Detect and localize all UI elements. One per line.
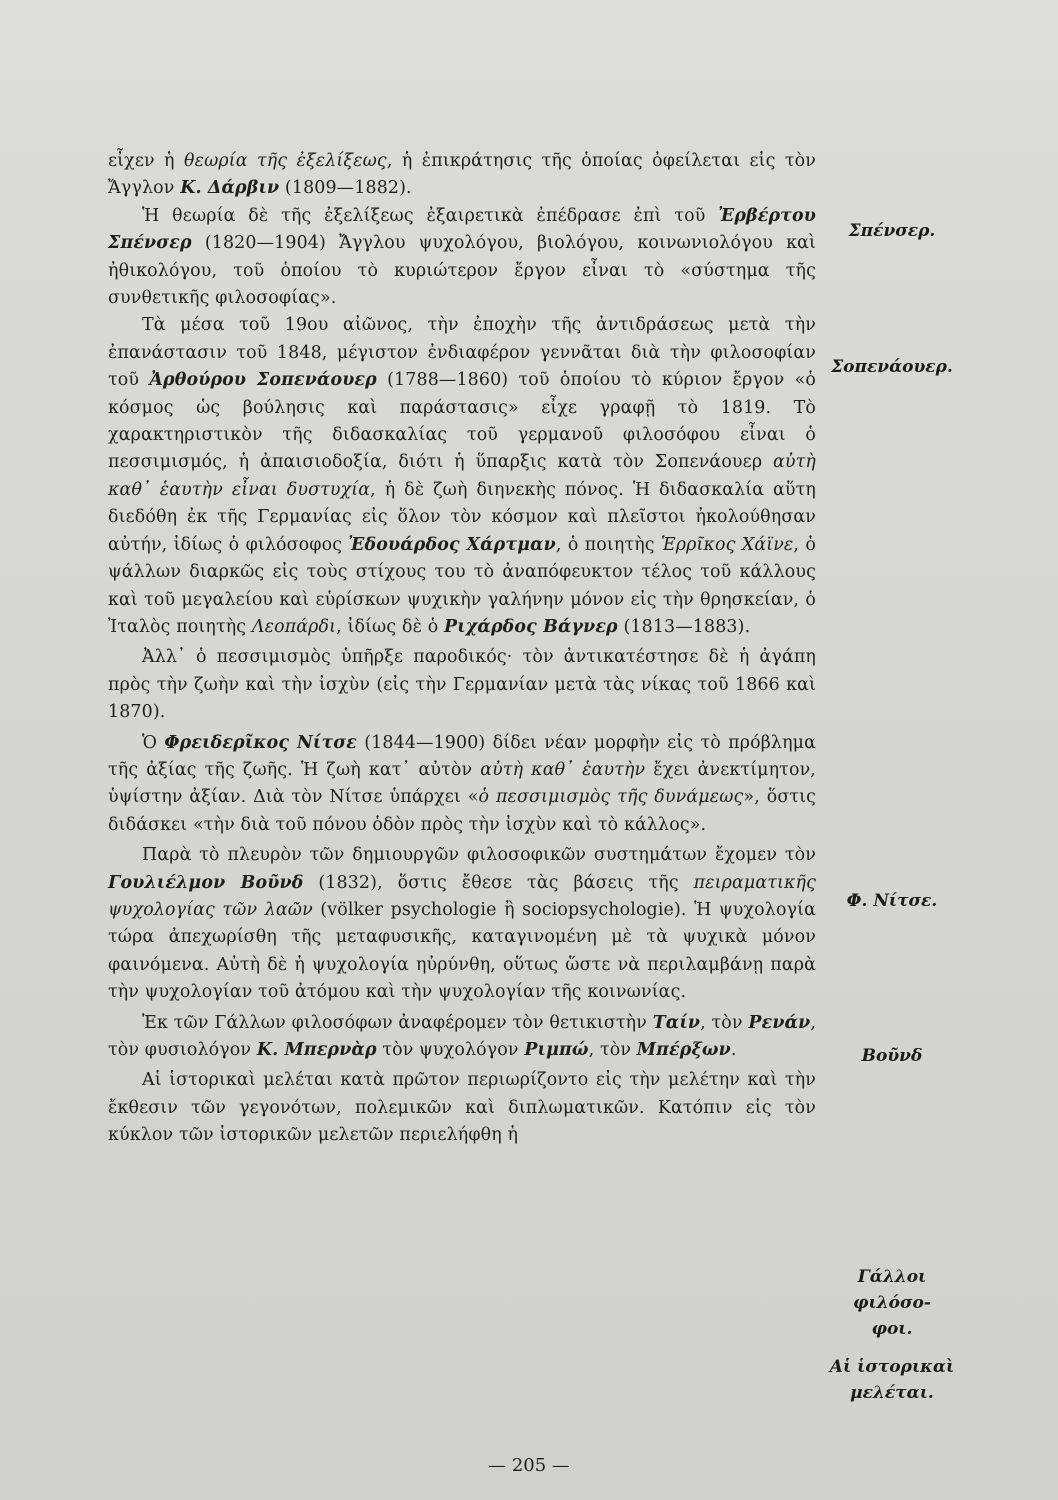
italic-term: αὐτὴ καθ᾿ ἑαυτὴν εἶναι δυστυχία xyxy=(108,452,816,500)
margin-note-line: Αἱ ἱστορικαὶ xyxy=(829,1357,955,1377)
person-name: Κ. Μπερνὰρ xyxy=(256,1040,377,1060)
main-text xyxy=(108,148,816,1150)
paragraph-spencer xyxy=(108,203,816,313)
text-run: (1844—1900) δίδει νέαν μορφὴν εἰς τὸ πρόβλημα τῆς ἀξίας τῆς ζωῆς. Ἡ ζωὴ κατ᾿ αὐτὸν xyxy=(108,732,816,780)
margin-note-text: Βοῦνδ xyxy=(861,1046,923,1066)
text-run: , ἡ ἐπικράτησις τῆς ὁποίας ὀφείλεται εἰς τὸν Ἄγγλον xyxy=(108,151,816,199)
person-name: Ταίν xyxy=(652,1012,701,1033)
text-run: (1809—1882). xyxy=(279,178,412,199)
text-run: Ἐκ τῶν Γάλλων φιλοσόφων ἀναφέρομεν τὸν θετικιστὴν xyxy=(142,1012,653,1033)
margin-note-text: Σοπενάουερ. xyxy=(831,357,953,377)
margin-note-text: Φ. Νίτσε. xyxy=(846,891,938,911)
person-name: Ἐρβέρτου Σπένσερ xyxy=(108,205,816,254)
paragraph-evolution-theory xyxy=(108,148,816,203)
text-run: , ὁ ψάλλων διαρκῶς εἰς τοὺς στίχους του τὸ ἀναπόφευκτον τέλος τοῦ κάλλους καὶ τοῦ μεγαλείου καὶ εὑρίσκων ψυχικὴν γαλήνην μόνον εἰς τὴν θρησκείαν, ὁ Ἰταλὸς ποιητὴς xyxy=(108,534,816,637)
margin-note-spencer xyxy=(822,218,962,244)
text-run: Ὁ xyxy=(142,732,165,753)
person-name: Ριχάρδος Βάγνερ xyxy=(444,616,618,637)
text-run: , ὁ ποιητὴς xyxy=(555,534,661,555)
person-name: Ἀρθούρου Σοπενάουερ xyxy=(149,370,377,391)
text-run: , τὸν φυσιολόγον xyxy=(108,1012,817,1060)
italic-term: αὐτὴ καθ᾿ ἑαυτὴν xyxy=(480,759,646,780)
text-run: (1820—1904) Ἄγγλου ψυχολόγου, βιολόγου, κοινωνιολόγου καὶ ἠθικολόγου, τοῦ ὁποίου τὸ κυριώτερον ἔργον εἶναι τὸ «σύστημα τῆς συνθετικῆς φιλοσοφίας». xyxy=(108,233,816,309)
page-number: — 205 — xyxy=(488,1455,570,1476)
text-run: Ἡ θεωρία δὲ τῆς ἐξελίξεως ἐξαιρετικὰ ἐπέδρασε ἐπὶ τοῦ xyxy=(142,205,719,226)
text-run: Τὰ μέσα τοῦ 19ου αἰῶνος, τὴν ἐποχὴν τῆς ἀντιδράσεως μετὰ τὴν ἐπανάστασιν τοῦ 1848, μέγιστον ἐνδιαφέρον γεννᾶται διὰ τὴν φιλοσοφίαν τοῦ xyxy=(108,315,816,391)
text-run: (1832), ὅστις ἔθεσε τὰς βάσεις τῆς xyxy=(303,872,694,893)
person-name: Κ. Δάρβιν xyxy=(180,178,280,199)
margin-note-line: Γάλλοι φιλόσο- xyxy=(853,1267,931,1313)
text-run: . xyxy=(730,1040,737,1060)
paragraph-nietzsche xyxy=(108,730,816,840)
person-name: Φρειδερῖκος Νίτσε xyxy=(164,732,357,753)
paragraph-pessimism xyxy=(108,644,816,726)
text-run: , ἰδίως δὲ ὁ xyxy=(336,616,445,637)
margin-note-nietzsche xyxy=(822,888,962,914)
margin-note-line: φοι. xyxy=(871,1319,913,1339)
text-run: εἶχεν ἡ xyxy=(108,151,184,171)
text-run: τὸν ψυχολόγον xyxy=(376,1040,525,1060)
person-name: Ἐδουάρδος Χάρτμαν xyxy=(348,534,556,555)
italic-term: ὁ πεσσιμισμὸς τῆς δυνάμεως xyxy=(478,787,744,808)
text-run: Παρὰ τὸ πλευρὸν τῶν δημιουργῶν φιλοσοφικῶν συστημάτων ἔχομεν τὸν xyxy=(142,845,816,866)
text-run: (1813—1883). xyxy=(617,616,751,637)
person-name: Ριμπώ xyxy=(524,1040,589,1060)
person-name: Γουλιέλμον Βοῦνδ xyxy=(108,872,304,893)
margin-note-historical-studies xyxy=(822,1354,962,1406)
text-run: Αἱ ἱστορικαὶ μελέται κατὰ πρῶτον περιωρίζοντο εἰς τὴν μελέτην καὶ τὴν ἔκθεσιν τῶν γεγονότων, πολεμικῶν καὶ διπλωματικῶν. Κατόπιν εἰς τὸν κύκλον τῶν ἱστορικῶν μελετῶν περιελήφθη ἡ xyxy=(108,1070,816,1146)
paragraph-historical-studies xyxy=(108,1067,816,1149)
paragraph-wundt xyxy=(108,842,816,1006)
paragraph-schopenhauer xyxy=(108,312,816,641)
person-name: Μπέρξων xyxy=(636,1040,731,1060)
margin-note-line: μελέται. xyxy=(850,1383,934,1403)
italic-term: πειραματικῆς ψυχολογίας τῶν λαῶν xyxy=(108,872,816,920)
italic-term: Λεοπάρδι xyxy=(251,616,337,637)
italic-term: Ἑρρῖκος Χάϊνε xyxy=(660,534,794,555)
text-run: , ἡ δὲ ζωὴ διηνεκὴς πόνος. Ἡ διδασκαλία αὕτη διεδόθη ἐκ τῆς Γερμανίας εἰς ὅλον τὸν κόσμον καὶ πλεῖστοι ἠκολούθησαν αὐτήν, ἰδίως ὁ φιλόσοφος xyxy=(108,479,816,555)
margin-note-schopenhauer xyxy=(822,354,962,380)
text-run: », ὅστις διδάσκει «τὴν διὰ τοῦ πόνου ὁδὸν πρὸς τὴν ἰσχὺν καὶ τὸ κάλλος». xyxy=(108,787,816,835)
text-run: Ἀλλ᾿ ὁ πεσσιμισμὸς ὑπῆρξε παροδικός· τὸν ἀντικατέστησε δὲ ἡ ἀγάπη πρὸς τὴν ζωὴν καὶ τὴν ἰσχὺν (εἰς τὴν Γερμανίαν μετὰ τὰς νίκας τοῦ 1866 καὶ 1870). xyxy=(108,647,816,723)
text-run: (völker psychologie ἢ sociopsychologie). Ἡ ψυχολογία τώρα ἀπεχωρίσθη τῆς μεταφυσικῆς, καταγινομένη μὲ τὰ ψυχικὰ μόνον φαινόμενα. Αὐτὴ δὲ ἡ ψυχολογία ηὐρύνθη, οὕτως ὥστε νὰ περιλαμβάνῃ παρὰ τὴν ψυχολογίαν τοῦ ἀτόμου καὶ τὴν ψυχολογίαν τῆς κοινωνίας. xyxy=(108,899,816,1003)
text-run: (1788—1860) τοῦ ὁποίου τὸ κύριον ἔργον «ὁ κόσμος ὡς βούλησις καὶ παράστασις» εἶχε γραφῇ τὸ 1819. Τὸ χαρακτηριστικὸν τῆς διδασκαλίας τοῦ γερμανοῦ φιλοσόφου εἶναι ὁ πεσσιμισμός, ἡ ἀπαισιοδοξία, διότι ἡ ὕπαρξις κατὰ τὸν Σοπενάουερ xyxy=(108,370,816,473)
text-run: , τὸν xyxy=(700,1012,749,1033)
margin-note-wundt xyxy=(822,1043,962,1069)
text-run: , τὸν xyxy=(588,1040,637,1060)
margin-note-french-philosophers xyxy=(822,1264,962,1342)
person-name: Ρενάν xyxy=(748,1012,811,1033)
italic-term: θεωρία τῆς ἐξελίξεως xyxy=(183,151,387,171)
text-run: ἔχει ἀνεκτίμητον, ὑψίστην ἀξίαν. Διὰ τὸν Νίτσε ὑπάρχει « xyxy=(108,759,816,808)
paragraph-french-philosophers xyxy=(108,1010,816,1065)
margin-note-text: Σπένσερ. xyxy=(848,221,936,241)
